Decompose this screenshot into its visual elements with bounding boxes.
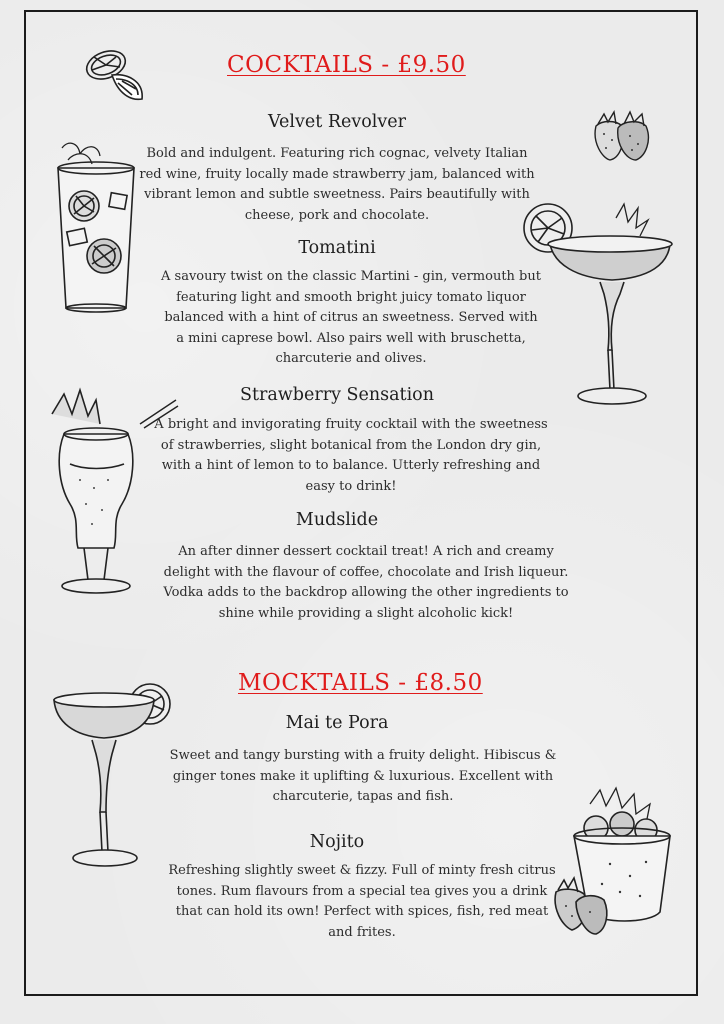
citrus-slice-icon (82, 45, 152, 107)
mocktail-desc-mai-te-pora: Sweet and tangy bursting with a fruity delight. Hibiscus & ginger tones make it uplifting & luxurious. Excellent with charcuterie, tapas and fish. (169, 748, 557, 804)
cocktail-name-tomatini: Tomatini (298, 238, 376, 258)
mocktail-name-mai-te-pora: Mai te Pora (285, 713, 389, 733)
highball-glass-icon (48, 138, 144, 314)
cocktail-desc-mudslide: An after dinner dessert cocktail treat! A rich and creamy delight with the flavour of coffee, chocolate and Irish liqueur. Vodka adds to the backdrop allowing the other ingredients to shine while providing a slight alcoholic kick! (163, 544, 569, 621)
hurricane-glass-icon (44, 384, 180, 602)
margarita-glass-icon (520, 200, 684, 414)
cocktail-name-strawberry-sensation: Strawberry Sensation (239, 385, 434, 405)
cocktail-desc-strawberry-sensation: A bright and invigorating fruity cocktail with the sweetness of strawberries, slight botanical from the London dry gin, with a hint of lemon to to balance. Utterly refreshing and easy to drink! (154, 417, 548, 494)
cocktail-name-mudslide: Mudslide (295, 510, 379, 530)
cocktail-desc-tomatini: A savoury twist on the classic Martini - gin, vermouth but featuring light and smooth bright juicy tomato liquor balanced with a hint of citrus an sweetness. Served with a mini caprese bowl. Also pairs well with bruschetta, charcuterie and olives. (161, 269, 541, 366)
mocktail-name-nojito: Nojito (309, 832, 365, 852)
mocktails-heading: MOCKTAILS - £8.50 (238, 670, 483, 696)
strawberries-icon (588, 106, 654, 164)
cocktails-heading: COCKTAILS - £9.50 (227, 52, 466, 78)
fruit-bowl-icon (550, 784, 690, 944)
cocktail-name-velvet-revolver: Velvet Revolver (268, 112, 406, 132)
cocktail-desc-velvet-revolver: Bold and indulgent. Featuring rich cognac, velvety Italian red wine, fruity locally made strawberry jam, balanced with vibrant lemon and subtle sweetness. Pairs beautifully with cheese, pork and chocolate. (139, 146, 535, 223)
mocktail-desc-nojito: Refreshing slightly sweet & fizzy. Full of minty fresh citrus tones. Rum flavours from a special tea gives you a drink that can hold its own! Perfect with spices, fish, red meat and frites. (168, 863, 556, 940)
